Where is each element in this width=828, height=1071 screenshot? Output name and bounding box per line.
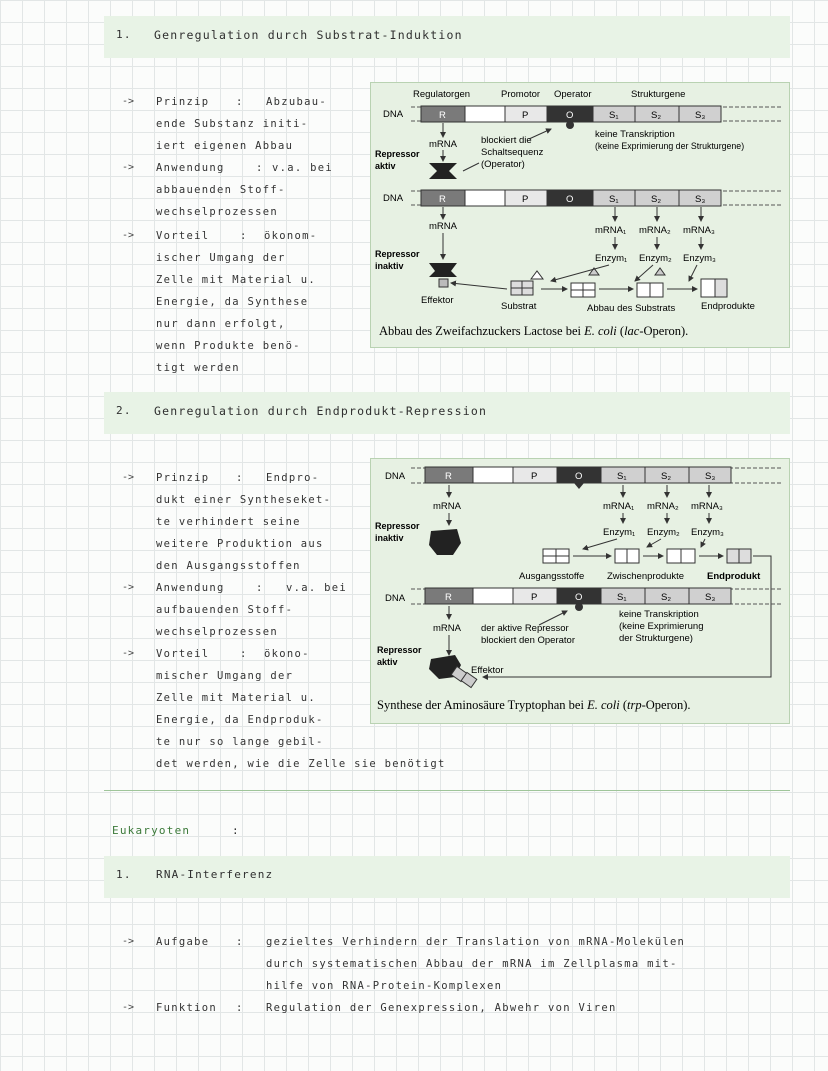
text-line: iert eigenen Abbau [156,140,294,152]
gene-s2: S₂ [661,592,672,603]
svg-text:Repressor: Repressor [375,521,420,531]
repressor-active-label: Repressor [375,149,420,159]
gene-r: R [445,471,452,482]
gene-o: O [575,471,583,482]
mrna1: mRNA₁ [595,225,627,236]
mrna3: mRNA₃ [691,501,723,512]
promotor-label: Promotor [501,89,541,100]
dna-label: DNA [383,193,404,204]
text-line: v.a. bei [272,162,333,174]
ausgangsstoffe-label: Ausgangsstoffe [519,571,585,582]
gene-s3: S₃ [695,110,706,121]
figure-caption: Abbau des Zweifachzuckers Lactose bei E. coli (lac-Operon). [379,324,689,338]
svg-text:aktiv: aktiv [375,161,396,171]
text-line: Energie, da Synthese [156,296,309,308]
arrow-icon: -> [122,648,135,659]
blockiert-line-2: Schaltsequenz [481,147,544,158]
gene-p: P [531,592,538,603]
separator: : [236,1002,244,1014]
enzym2: Enzym₂ [639,253,672,264]
text-line: Zelle mit Material u. [156,274,317,286]
text-line: te verhindert seine [156,516,301,528]
gene-p: P [522,194,529,205]
text-line: hilfe von RNA-Protein-Komplexen [266,980,503,992]
enzym1: Enzym₁ [603,527,636,538]
text-line: weitere Produktion aus [156,538,324,550]
gene-s1: S₁ [617,471,627,482]
blockiert-line-3: (Operator) [481,159,525,170]
section-number: 1. [116,868,132,881]
section-title: Genregulation durch Substrat-Induktion [154,28,463,42]
text-line: det werden, wie die Zelle sie benötigt [156,758,446,770]
arrow-icon: -> [122,582,135,593]
gene-s3: S₃ [705,471,716,482]
enzym2: Enzym₂ [647,527,680,538]
text-line: aufbauenden Stoff- [156,604,294,616]
text-line: Energie, da Endproduk- [156,714,324,726]
keine-transkription-1: keine Transkription [595,129,675,140]
mrna-label: mRNA [433,623,461,634]
zwischenprodukte-label: Zwischenprodukte [607,571,685,582]
dna-label: DNA [385,593,406,604]
gene-s2: S₂ [661,471,672,482]
mrna-label: mRNA [429,221,457,232]
section-number: 1. [116,28,132,41]
gene-s3: S₃ [695,194,706,205]
text-line: ökono- [264,648,310,660]
gene-r: R [445,592,452,603]
gene-s3: S₃ [705,592,716,603]
mrna2: mRNA₂ [647,501,679,512]
gene-o: O [566,110,574,121]
text-line: abbauenden Stoff- [156,184,286,196]
eukaryoten-colon: : [232,824,240,837]
text-line: Endpro- [266,472,320,484]
svg-text:inaktiv: inaktiv [375,533,404,543]
arrow-icon: -> [122,162,135,173]
effektor-label: Effektor [421,295,454,306]
term-label: Anwendung [156,162,225,174]
text-line: durch systematischen Abbau der mRNA im Zellplasma mit- [266,958,678,970]
svg-text:Repressor: Repressor [377,645,422,655]
trp-operon-figure [370,458,790,724]
regulatorgen-label: Regulatorgen [413,89,471,100]
term-label: Vorteil [156,230,210,242]
section-number: 2. [116,404,132,417]
enzym3: Enzym₃ [691,527,724,538]
text-line: ökonom- [264,230,318,242]
abbau-label: Abbau des Substrats [587,303,676,314]
term-label: Prinzip [156,472,210,484]
text-line: dukt einer Syntheseket- [156,494,332,506]
text-line: gezieltes Verhindern der Translation von mRNA-Molekülen [266,936,686,948]
gene-p: P [531,471,538,482]
text-line: wenn Produkte benö- [156,340,301,352]
text-line: wechselprozessen [156,206,278,218]
text-line: tigt werden [156,362,240,374]
svg-text:aktiv: aktiv [377,657,398,667]
separator: : [236,96,244,108]
dna-label: DNA [385,471,406,482]
text-line: mischer Umgang der [156,670,294,682]
substrat-label: Substrat [501,301,537,312]
mrna2: mRNA₂ [639,225,671,236]
svg-text:Repressor: Repressor [375,249,420,259]
separator: : [240,230,248,242]
dna-label: DNA [383,109,404,120]
separator: : [236,472,244,484]
gene-r: R [439,110,446,121]
gene-o: O [566,194,574,205]
blockiert-line-1: blockiert die [481,135,532,146]
text-line: te nur so lange gebil- [156,736,324,748]
section-divider [104,790,790,791]
gene-s1: S₁ [609,194,619,205]
arrow-icon: -> [122,1002,135,1013]
arrow-icon: -> [122,472,135,483]
text-line: ischer Umgang der [156,252,286,264]
gene-s2: S₂ [651,110,662,121]
eukaryoten-heading: Eukaryoten [112,824,191,837]
text-line: ende Substanz initi- [156,118,309,130]
text-line: Zelle mit Material u. [156,692,317,704]
enzym1: Enzym₁ [595,253,628,264]
section-title: RNA-Interferenz [156,868,274,881]
separator: : [256,582,264,594]
gene-s2: S₂ [651,194,662,205]
mrna-label: mRNA [429,139,457,150]
gene-p: P [522,110,529,121]
term-label: Funktion [156,1002,217,1014]
text-line: Abzubau- [266,96,327,108]
aktive-repressor-2: blockiert den Operator [481,635,575,646]
text-line: Regulation der Genexpression, Abwehr von Viren [266,1002,617,1014]
keine-transkription-2: (keine Exprimierung der Strukturgene) [595,141,745,151]
keine-transkription-1: keine Transkription [619,609,699,620]
endprodukte-label: Endprodukte [701,301,755,312]
aktive-repressor-1: der aktive Repressor [481,623,569,634]
endprodukt-label: Endprodukt [707,571,761,582]
mrna3: mRNA₃ [683,225,715,236]
arrow-icon: -> [122,936,135,947]
term-label: Prinzip [156,96,210,108]
keine-transkription-2: (keine Exprimierung [619,621,704,632]
mrna-label: mRNA [433,501,461,512]
term-label: Vorteil [156,648,210,660]
gene-s1: S₁ [617,592,627,603]
arrow-icon: -> [122,96,135,107]
effektor-label: Effektor [471,665,504,676]
separator: : [256,162,264,174]
keine-transkription-3: der Strukturgene) [619,633,693,644]
gene-s1: S₁ [609,110,619,121]
section-title: Genregulation durch Endprodukt-Repression [154,404,488,418]
arrow-icon: -> [122,230,135,241]
text-line: den Ausgangsstoffen [156,560,301,572]
lac-operon-figure [370,82,790,348]
term-label: Aufgabe [156,936,210,948]
operator-label: Operator [554,89,592,100]
text-line: nur dann erfolgt, [156,318,286,330]
strukturgene-label: Strukturgene [631,89,686,100]
svg-text:inaktiv: inaktiv [375,261,404,271]
gene-o: O [575,592,583,603]
separator: : [240,648,248,660]
separator: : [236,936,244,948]
term-label: Anwendung [156,582,225,594]
text-line: wechselprozessen [156,626,278,638]
mrna1: mRNA₁ [603,501,635,512]
enzym3: Enzym₃ [683,253,716,264]
gene-r: R [439,194,446,205]
figure-caption: Synthese der Aminosäure Tryptophan bei E. coli (trp-Operon). [377,698,691,712]
text-line: v.a. bei [286,582,347,594]
